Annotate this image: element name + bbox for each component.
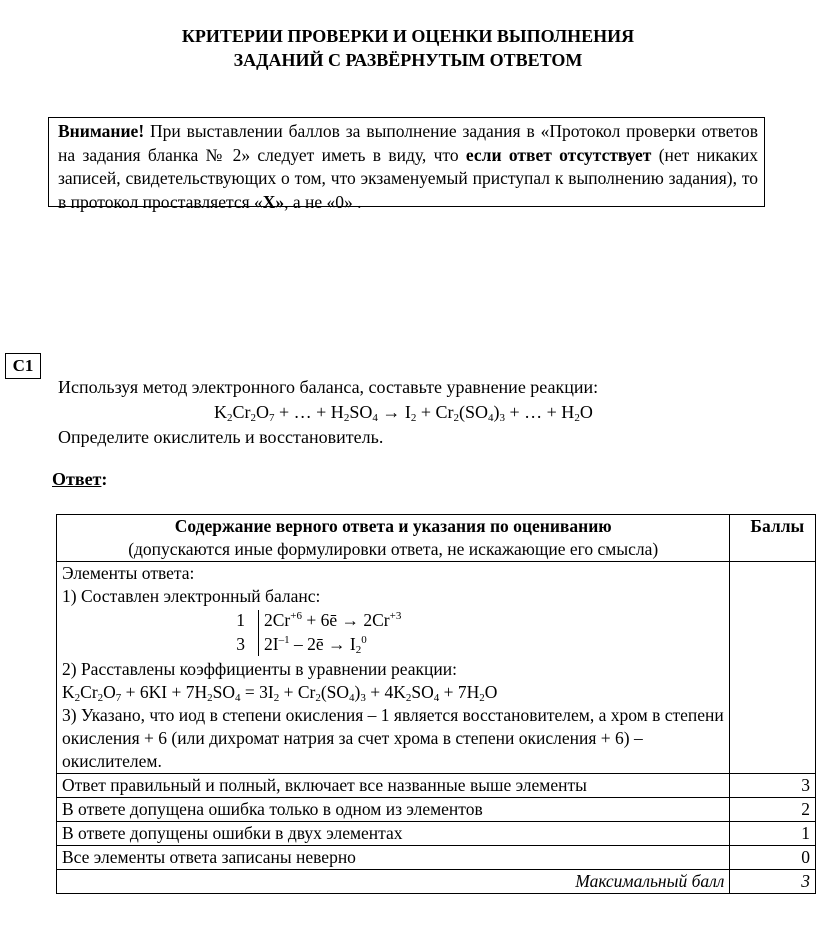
balance-coef-1: 1 [236, 610, 245, 630]
criteria-table [56, 514, 816, 894]
balance-line-2: $2I^{-1}$ – 2ē → $I_2^0$ [264, 634, 367, 656]
task-question: Определите окислитель и восстановитель. [58, 427, 384, 447]
step-2-equation: $K_2Cr_2O_7 + 6KI + 7H_2SO_4 = 3I_2 + Cr_2(SO_4)_3 + 4K_2SO_4 + 7H_2O$ [62, 682, 498, 704]
criterion-score: 2 [730, 798, 816, 822]
attention-notice [48, 117, 765, 212]
table-row [57, 822, 816, 846]
balance-bar [258, 610, 259, 656]
step-2: 2) Расставлены коэффициенты в уравнении реакции: [62, 659, 457, 679]
notice-text-c: , а не «0» . [284, 191, 362, 212]
notice-label: Внимание! [58, 121, 145, 141]
criterion-score: 3 [730, 774, 816, 798]
criterion-text: Ответ правильный и полный, включает все названные выше элементы [57, 774, 730, 798]
criterion-text: В ответе допущена ошибка только в одном из элементов [57, 798, 730, 822]
notice-emphasis: если ответ отсутствует [465, 144, 652, 165]
header-score-cell: Баллы [730, 515, 816, 562]
criterion-score: 0 [730, 846, 816, 870]
notice-text-b: (нет никаких записей, свидетельствующих о том, что экзаменуемый приступал к выполнению задания), то в протокол проставляется « [58, 144, 758, 212]
page-title [0, 24, 816, 72]
criterion-score: 1 [730, 822, 816, 846]
elements-title: Элементы ответа: [62, 563, 195, 583]
answer-elements-cell [57, 562, 730, 774]
notice-x-mark: Х» [262, 191, 285, 212]
task-statement [58, 375, 758, 450]
balance-coef-2: 3 [236, 634, 245, 654]
answer-label: Ответ: [52, 469, 108, 489]
criterion-text: В ответе допущены ошибки в двух элементах [57, 822, 730, 846]
criterion-text: Все элементы ответа записаны неверно [57, 846, 730, 870]
notice-text-a: При выставлении баллов за выполнение задания в «Протокол проверки ответов на задания бланка № 2» следует иметь в виду, что [58, 121, 758, 165]
max-score-label: Максимальный балл [57, 870, 730, 894]
header-sub: (допускаются иные формулировки ответа, не искажающие его смысла) [128, 539, 659, 559]
electron-balance [62, 608, 724, 658]
max-score-row [57, 870, 816, 894]
task-label: С1 [5, 353, 41, 379]
title-line-1: КРИТЕРИИ ПРОВЕРКИ И ОЦЕНКИ ВЫПОЛНЕНИЯ [181, 26, 635, 46]
balance-line-1: $2Cr^{+6}$ + 6ē → $2Cr^{+3}$ [264, 610, 402, 630]
step-3: 3) Указано, что иод в степени окисления – 1 является восстановителем, а хром в степени окисления + 6 (или дихромат натрия за счет хрома в степени окисления + 6) – окислителем. [62, 705, 724, 771]
header-main: Содержание верного ответа и указания по оцениванию [174, 516, 612, 536]
max-score-value: 3 [730, 870, 816, 894]
step-1: 1) Составлен электронный баланс: [62, 586, 321, 606]
task-instruction: Используя метод электронного баланса, составьте уравнение реакции: [58, 377, 599, 397]
header-content-cell [57, 515, 730, 562]
task-equation: $K_2Cr_2O_7$ + … + $H_2SO_4 \to I_2 + Cr_2(SO_4)_3$ + … + $H_2O$ [214, 402, 593, 424]
table-row [57, 774, 816, 798]
table-row [57, 846, 816, 870]
table-header-row [57, 515, 816, 562]
answer-elements-row [57, 562, 816, 774]
title-line-2: ЗАДАНИЙ С РАЗВЁРНУТЫМ ОТВЕТОМ [233, 50, 583, 70]
table-row [57, 798, 816, 822]
answer-elements-score-cell [730, 562, 816, 774]
